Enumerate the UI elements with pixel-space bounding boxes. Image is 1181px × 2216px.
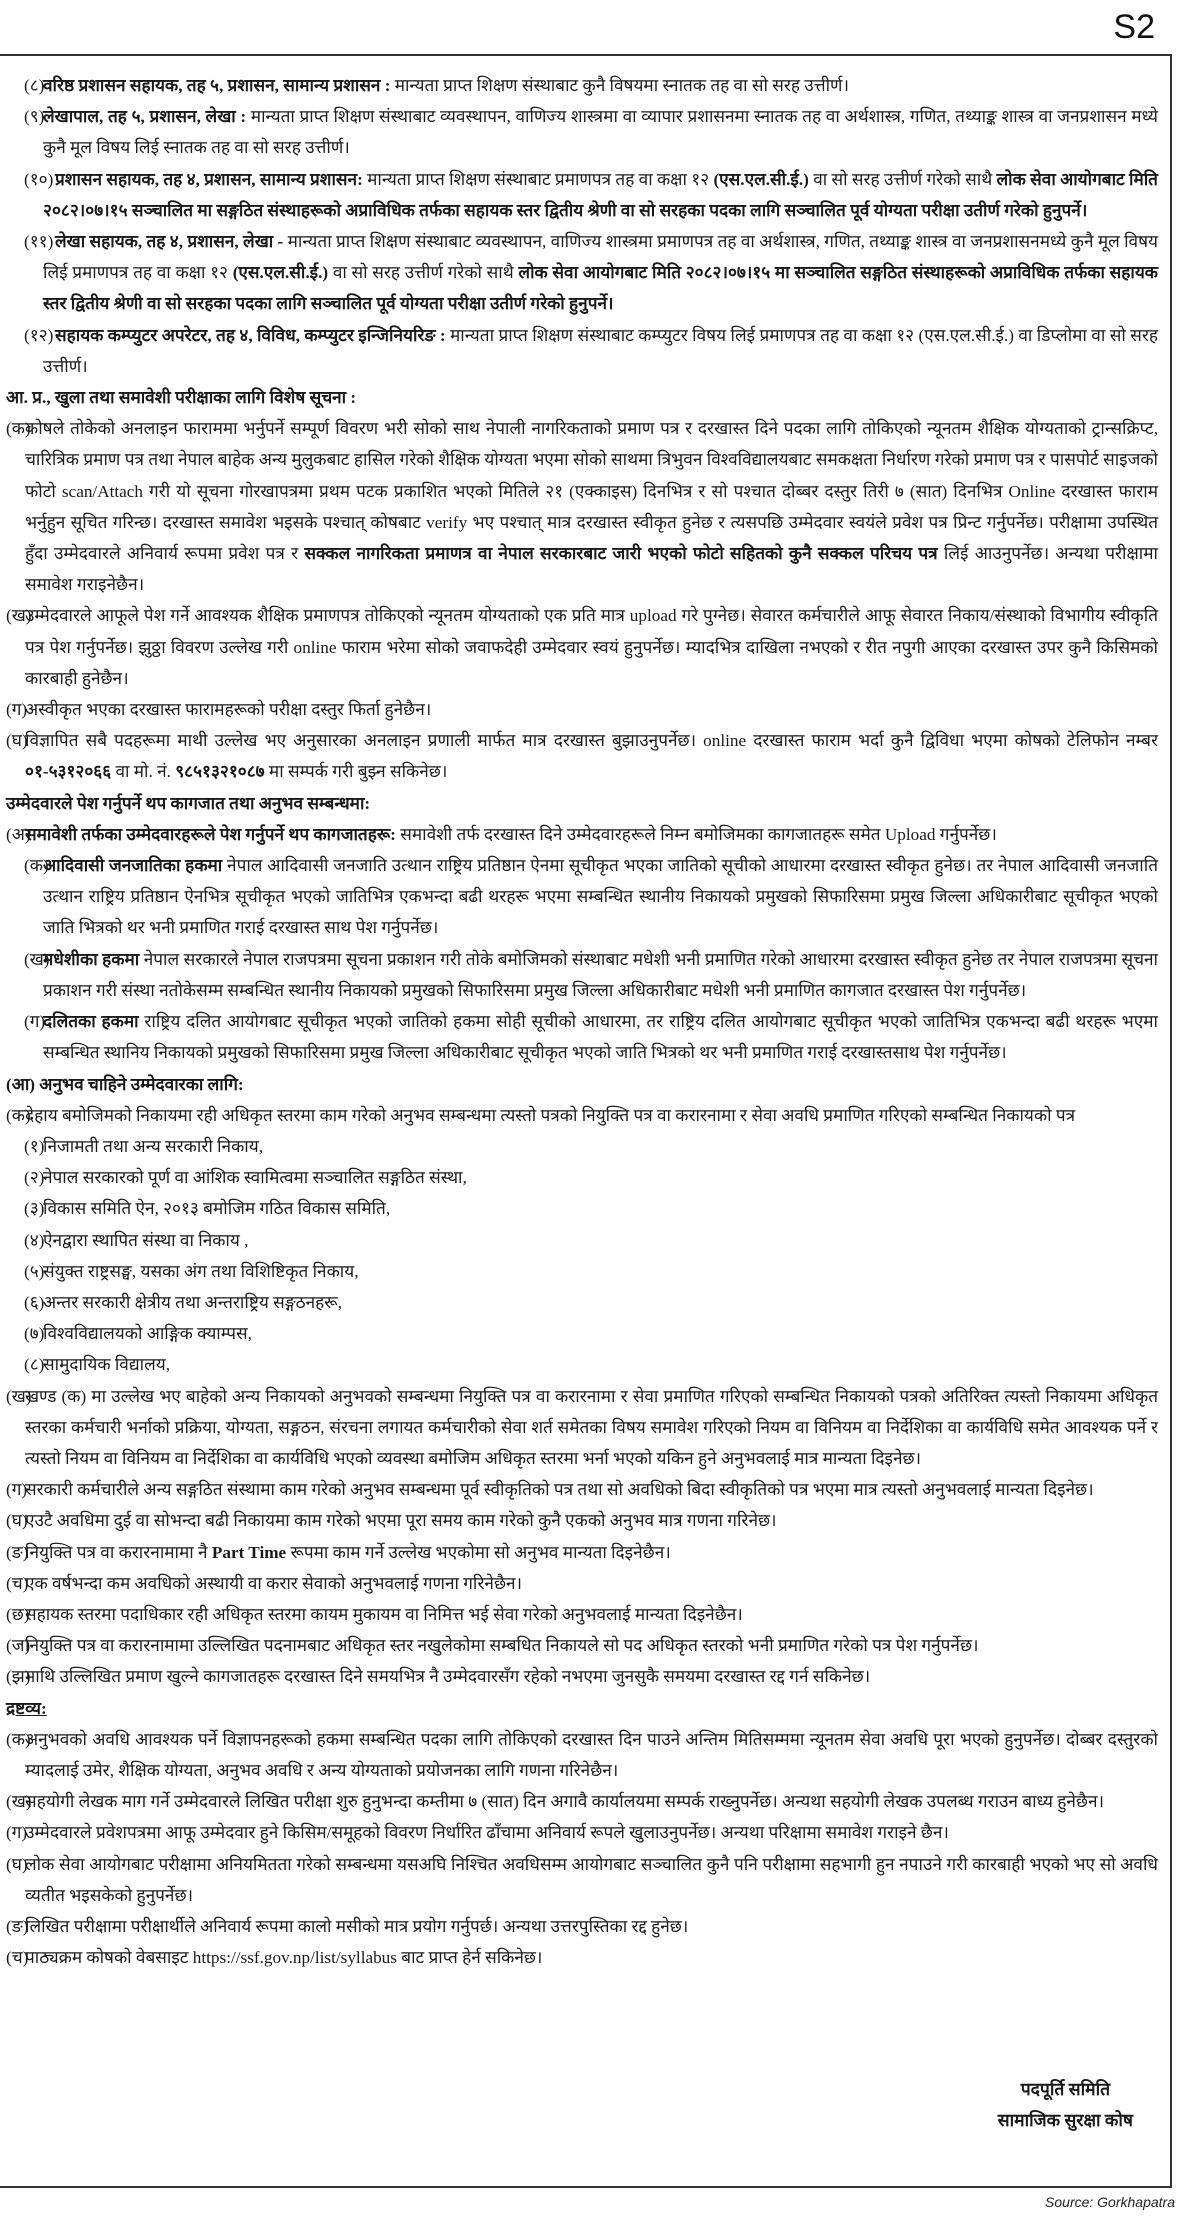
list-item-text: [43, 1168, 467, 1187]
list-item-number: (ग): [6, 700, 28, 720]
section-heading: [0, 788, 1158, 819]
text-segment: मान्यता प्राप्त शिक्षण संस्थाबाट कुनै विषयमा स्नातक तह वा सो सरह उत्तीर्ण।: [390, 76, 849, 95]
list-item-text: [43, 856, 1158, 937]
emphasized-text: (एस.एल.सी.ई.): [232, 263, 329, 283]
list-item-number: (क): [6, 419, 31, 439]
signature-block: [998, 2074, 1133, 2136]
text-segment: सामुदायिक विद्यालय,: [43, 1355, 171, 1375]
emphasized-text: प्रशासन सहायक, तह ४, प्रशासन, सामान्य प्रशासन:: [55, 169, 363, 189]
text-segment: राष्ट्रिय दलित आयोगबाट सूचीकृत भएको जातिको हकमा सोही सूचीको आधारमा, तर राष्ट्रिय दलित आयोगबाट सूचीकृत भएको जातिभित्र एकभन्दा बढी थरहरू भएमा सम्बन्धित स्थानिय निकायको प्रमुखको सिफारिसमा प्रमुख जिल्ला अधिकारीबाट सूचीकृत भएको जाति भित्रको थर भनी प्रमाणित गराई दरखास्तसाथ पेश गर्नुपर्नेछ।: [43, 1012, 1158, 1063]
list-item-text: [43, 1199, 390, 1218]
text-segment: सहयोगी लेखक माग गर्ने उम्मेदवारले लिखित परीक्षा शुरु हुनुभन्दा कम्तीमा ७ (सात) दिन अगावै कार्यालयमा सम्पर्क राख्नुपर्नेछ। अन्यथा सहयोगी लेखक उपलब्ध गराउन बाध्य हुनेछैन।: [25, 1792, 1105, 1812]
list-item: [0, 226, 1158, 320]
text-segment: वा सो सरह उत्तीर्ण गरेको साथै: [808, 169, 997, 189]
list-item-number: (१२): [24, 325, 54, 345]
list-item-number: (क): [24, 856, 49, 876]
text-segment: उम्मेदवारले प्रवेशपत्रमा आफू उम्मेदवार हुने किसिम/समूहको विवरण निर्धारित ढाँचामा अनिवार्य रूपले खुलाउनुपर्नेछ। अन्यथा परिक्षामा समावेश गराइने छैन।: [25, 1823, 949, 1843]
section-heading-text: आ. प्र., खुला तथा समावेशी परीक्षाका लागि विशेष सूचना :: [6, 388, 357, 408]
text-segment: वा मो. नं.: [111, 762, 176, 782]
page-label: S2: [1113, 8, 1155, 46]
list-item: [0, 1599, 1158, 1630]
section-heading: [0, 1693, 1158, 1724]
list-item: [0, 1006, 1158, 1068]
list-item-text: [25, 1792, 1104, 1811]
text-segment: पाठ्यक्रम कोषको वेबसाइट https://ssf.gov.np/list/syllabus बाट प्राप्त हेर्न सकिनेछ।: [25, 1948, 543, 1968]
text-segment: माथि उल्लिखित प्रमाण खुल्ने कागजातहरू दरखास्त दिने समयभित्र नै उम्मेदवारसँग रहेको नभएमा जुनसुकै समयमा दरखास्त रद्द गर्न सकिनेछ।: [25, 1667, 871, 1687]
list-item-text: [43, 950, 1158, 1000]
list-item: [0, 725, 1158, 787]
list-item-text: [25, 1823, 949, 1842]
list-item-text: [43, 1293, 342, 1312]
text-segment: वा सो सरह उत्तीर्ण गरेको साथै: [328, 263, 519, 283]
text-segment: खण्ड (क) मा उल्लेख भए बाहेको अन्य निकायको अनुभवको सम्बन्धमा नियुक्ति पत्र वा करारनामा र सेवा प्रमाणित गरिएको सम्बन्धित निकायको पत्रको अतिरिक्त त्यस्तो निकायमा अधिकृत स्तरका कर्मचारी भर्नाको प्रक्रिया, योग्यता, सङ्गठन, संरचना लगायत कर्मचारीको सेवा शर्त समेतका विषय समावेश गरिएको नियम वा विनियम वा निर्देशिका वा कार्यविधि समेत आवश्यक पर्ने र त्यस्तो नियम वा विनियम वा निर्देशिका वा कार्यविधि भएको व्यवस्था बमोजिम अधिकृत स्तरमा भर्ना भएको यकिन हुने अनुभवलाई मात्र मान्यता दिइनेछ।: [25, 1386, 1158, 1468]
text-segment: अनुभवको अवधि आवश्यक पर्ने विज्ञापनहरूको हकमा सम्बन्धित पदका लागि तोकिएको दरखास्त दिन पाउने अन्तिम मितिसम्ममा न्यूनतम सेवा अवधि पूरा भएको हुनुपर्नेछ। दोब्बर दस्तुरको म्यादलाई उमेर, शैक्षिक योग्यता, अनुभव अवधि र अन्य योग्यताको प्रयोजनका लागि गणना गरिनेछैन।: [25, 1729, 1158, 1780]
list-item-text: [25, 825, 997, 844]
source-credit: Source: Gorkhapatra: [1045, 2194, 1175, 2210]
list-item-text: [25, 1917, 688, 1936]
list-item-text: [25, 1543, 671, 1562]
notice-body: [0, 70, 1158, 1973]
text-segment: नेपाल सरकारले नेपाल राजपत्रमा सूचना प्रकाशन गरी तोके बमोजिमको संस्थाबाट मधेशी भनी प्रमाणित गरेको आधारमा दरखास्त स्वीकृत हुनेछ तर नेपाल राजपत्रमा सूचना प्रकाशन गरी संस्था नतोकेसम्म सम्बन्धित स्थानीय निकायको प्रमुखको सिफारिसमा प्रमुख जिल्ला अधिकारीबाट मधेशी भनी प्रमाणित कागजात दरखास्त पेश गर्नुपर्नेछ।: [43, 949, 1158, 1000]
list-item-text: [25, 1636, 979, 1655]
list-item: [0, 1381, 1158, 1475]
text-segment: लिई आउनुपर्नेछ। अन्यथा परीक्षामा समावेश गराइनेछैन।: [25, 544, 1158, 595]
list-item: [0, 164, 1158, 226]
text-segment: ऐनद्वारा स्थापित संस्था वा निकाय ,: [43, 1230, 249, 1250]
list-item-number: (क): [6, 1729, 31, 1749]
list-item: [0, 850, 1158, 944]
emphasized-text: सहायक कम्प्युटर अपरेटर, तह ४, विविध, कम्प्युटर इन्जिनियरिङ :: [55, 325, 446, 345]
emphasized-text: ९८५१३२१०८७: [175, 762, 265, 782]
list-item-number: (च): [6, 1948, 29, 1968]
list-item: [0, 1568, 1158, 1599]
list-item-number: (घ): [6, 1511, 28, 1531]
list-item: [0, 819, 1158, 850]
list-item-number: (९): [24, 107, 45, 127]
text-segment: नियुक्ति पत्र वा करारनामामा नै: [25, 1542, 212, 1562]
list-item-number: (६): [24, 1292, 45, 1312]
text-segment: निजामती तथा अन्य सरकारी निकाय,: [43, 1136, 264, 1156]
list-item-text: [25, 1106, 1075, 1125]
list-item-number: (१०): [24, 169, 54, 189]
text-segment: नेपाल आदिवासी जनजाति उत्थान राष्ट्रिय प्रतिष्ठान ऐनमा सूचीकृत भएका जातिको सूचीको आधारमा दरखास्त स्वीकृत हुनेछ। तर नेपाल आदिवासी जनजाति उत्थान राष्ट्रिय प्रतिष्ठान ऐनभित्र सूचीकृत भएको जातिभित्र एकभन्दा बढी थरहरू भएमा सम्बन्धित स्थानीय निकायको प्रमुखको सिफारिसमा प्रमुख जिल्ला अधिकारीबाट सूचीकृत भएको जाति भित्रको थर भनी प्रमाणित गराई दरखास्त साथ पेश गर्नुपर्नेछ।: [43, 856, 1158, 938]
list-item-text: [25, 1855, 1158, 1905]
list-item-text: [43, 1262, 359, 1281]
text-segment: मान्यता प्राप्त शिक्षण संस्थाबाट व्यवस्थापन, वाणिज्य शास्त्रमा प्रमाणपत्र तह वा अर्थशास्त्र, गणित, तथ्याङ्क शास्त्र वा जनप्रशासनमध्ये कुनै मूल विषय लिई प्रमाणपत्र तह वा कक्षा १२: [43, 232, 1159, 283]
text-segment: संयुक्त राष्ट्रसङ्घ, यसका अंग तथा विशिष्टिकृत निकाय,: [43, 1261, 359, 1281]
text-segment: मान्यता प्राप्त शिक्षण संस्थाबाट कम्प्युटर विषय लिई प्रमाणपत्र तह वा कक्षा १२ (एस.एल.सी.ई.) वा डिप्लोमा वा सो सरह उत्तीर्ण।: [43, 325, 1158, 376]
list-item-text: [43, 232, 1158, 313]
list-item-text: [25, 1511, 777, 1530]
list-item: [0, 1318, 1158, 1349]
list-item-number: (ज): [6, 1636, 31, 1656]
list-item-text: [25, 1605, 743, 1624]
list-item-text: [43, 1137, 263, 1156]
list-item-number: (छ): [6, 1604, 30, 1624]
text-segment: देहाय बमोजिमको निकायमा रही अधिकृत स्तरमा काम गरेको अनुभव सम्बन्धमा त्यस्तो पत्रको नियुक्ति पत्र वा करारनामा र सेवा अवधि प्रमाणित गरिएको सम्बन्धित निकायको पत्र: [25, 1105, 1076, 1125]
text-segment: नेपाल सरकारको पूर्ण वा आंशिक स्वामित्वमा सञ्चालित सङ्गठित संस्था,: [43, 1168, 467, 1188]
emphasized-text: मधेशीका हकमा: [43, 949, 140, 969]
list-item-number: (घ): [6, 1854, 28, 1874]
list-item-text: [43, 1012, 1158, 1062]
list-item: [0, 1287, 1158, 1318]
list-item-number: (२): [24, 1168, 45, 1188]
list-item: [0, 1911, 1158, 1942]
text-segment: विज्ञापित सबै पदहरूमा माथी उल्लेख भए अनुसारका अनलाइन प्रणाली मार्फत मात्र दरखास्त बुझाउनुपर्नेछ। online दरखास्त फाराम भर्दा कुनै द्विविधा भएमा कोषको टेलिफोन नम्बर: [25, 731, 1158, 751]
section-heading: [0, 1069, 1158, 1100]
list-item-number: (८): [24, 1355, 45, 1375]
list-item: [0, 1474, 1158, 1505]
list-item-text: [25, 1574, 522, 1593]
list-item-text: [25, 731, 1158, 781]
emphasized-text: वरिष्ठ प्रशासन सहायक, तह ५, प्रशासन, सामान्य प्रशासन :: [43, 76, 391, 95]
section-heading-text: उम्मेदवारले पेश गर्नुपर्ने थप कागजात तथा अनुभव सम्बन्धमा:: [6, 793, 371, 813]
text-segment: लिखित परीक्षामा परीक्षार्थीले अनिवार्य रूपमा कालो मसीको मात्र प्रयोग गर्नुपर्छ। अन्यथा उत्तरपुस्तिका रद्द हुनेछ।: [25, 1916, 689, 1936]
list-item: [0, 1162, 1158, 1193]
list-item-text: [43, 1324, 252, 1343]
list-item: [0, 1786, 1158, 1817]
emphasized-text: लेखापाल, तह ५, प्रशासन, लेखा :: [43, 107, 247, 127]
list-item: [0, 1100, 1158, 1131]
list-item-number: (३): [24, 1199, 45, 1219]
list-item: [0, 70, 1158, 101]
emphasized-text: ०१-५३१२०६६: [25, 762, 112, 782]
list-item-number: (८): [24, 76, 45, 95]
list-item-text: [43, 107, 1158, 157]
text-segment: मान्यता प्राप्त शिक्षण संस्थाबाट व्यवस्थापन, वाणिज्य शास्त्रमा वा व्यापार प्रशासनमा स्नातक तह वा अर्थशास्त्र, गणित, तथ्याङ्क शास्त्र वा जनप्रशासन मध्ये कुनै मूल विषय लिई स्नातक तह वा सो सरह उत्तीर्ण।: [43, 107, 1159, 158]
list-item-text: [25, 700, 431, 719]
list-item: [0, 694, 1158, 725]
list-item-text: [43, 76, 849, 95]
list-item: [0, 944, 1158, 1006]
list-item-number: (ग): [24, 1012, 46, 1032]
list-item: [0, 1849, 1158, 1911]
text-segment: उम्मेदवारले आफूले पेश गर्ने आवश्यक शैक्षिक प्रमाणपत्र तोकिएको न्यूनतम योग्यताको एक प्रति मात्र upload गरे पुग्नेछ। सेवारत कर्मचारीले आफू सेवारत निकाय/संस्थाको विभागीय स्वीकृति पत्र पेश गर्नुपर्नेछ। झुठ्ठा विवरण उल्लेख गरी online फाराम भरेमा सोको जवाफदेही उम्मेदवार स्वयं हुनुपर्नेछ। म्यादभित्र दाखिला नभएको र रीत नपुगी आएका दरखास्त उपर कुनै किसिमको कारबाही हुनेछैन।: [25, 606, 1159, 688]
text-segment: विकास समिति ऐन, २०१३ बमोजिम गठित विकास समिति,: [43, 1199, 391, 1219]
list-item-text: [25, 1948, 542, 1967]
list-item: [0, 1942, 1158, 1973]
list-item-number: (७): [24, 1324, 45, 1344]
list-item: [0, 1225, 1158, 1256]
emphasized-text: लोक सेवा आयोगबाट मिति २०८२।०७।१५ सञ्चालित मा सङ्गठित संस्थाहरूको अप्राविधिक तर्फका सहायक स्तर द्वितीय श्रेणी वा सो सरहका पदका लागि सञ्चालित पूर्व योग्यता परीक्षा उतीर्ण गरेको हुनुपर्ने।: [43, 169, 1158, 220]
section-heading-text: द्रष्टव्य:: [6, 1698, 47, 1718]
list-item-number: (१): [24, 1136, 45, 1156]
text-segment: कोषले तोकेको अनलाइन फाराममा भर्नुपर्ने सम्पूर्ण विवरण भरी सोको साथ नेपाली नागरिकताको प्रमाण पत्र र दरखास्त दिने पदका लागि तोकिएको न्यूनतम शैक्षिक योग्यताको ट्रान्सक्रिप्ट, चारित्रिक प्रमाण पत्र तथा नेपाल बाहेक अन्य मुलुकबाट हासिल गरेको शैक्षिक योग्यता भएमा सोको साथमा त्रिभुवन विश्वविद्यालयबाट समकक्षता निर्धारण गरेको प्रमाण पत्र र पासपोर्ट साइजको फोटो scan/Attach गरी यो सूचना गोरखापत्रमा प्रथम पटक प्रकाशित भएको मितिले २१ (एक्काइस) दिनभित्र र सो पश्चात दोब्बर दस्तुर तिरी ७ (सात) दिनभित्र Online दरखास्त फाराम भर्नुहुन सूचित गरिन्छ। दरखास्त समावेश भइसके पश्चात् कोषबाट verify भए पश्चात् मात्र दरखास्त स्वीकृत हुनेछ र त्यसपछि उम्मेदवार स्वयंले प्रवेश पत्र प्रिन्ट गर्नुपर्नेछ। परीक्षामा उपस्थित हुँदा उम्मेदवारले अनिवार्य रूपमा प्रवेश पत्र र: [25, 419, 1158, 564]
list-item: [0, 1817, 1158, 1848]
list-item: [0, 1537, 1158, 1568]
list-item-text: [43, 326, 1158, 376]
list-item-number: (ङ): [6, 1542, 29, 1562]
emphasized-text: दलितका हकमा: [43, 1012, 139, 1032]
list-item: [0, 101, 1158, 163]
section-heading: [0, 382, 1158, 413]
list-item-number: (अ): [6, 824, 31, 844]
list-item-number: (११): [24, 232, 54, 252]
section-heading-text: (आ) अनुभव चाहिने उम्मेदवारका लागि:: [6, 1074, 244, 1094]
text-segment: समावेशी तर्फ दरखास्त दिने उम्मेदवारहरूले निम्न बमोजिमका कागजातहरू समेत Upload गर्नुपर्नेछ।: [395, 824, 997, 844]
text-segment: अन्तर सरकारी क्षेत्रीय तथा अन्तराष्ट्रिय सङ्गठनहरू,: [43, 1292, 342, 1312]
list-item: [0, 1661, 1158, 1692]
text-segment: विश्वविद्यालयको आङ्गिक क्याम्पस,: [43, 1324, 252, 1344]
list-item: [0, 1131, 1158, 1162]
text-segment: लोक सेवा आयोगबाट परीक्षामा अनियमितता गरेको सम्बन्धमा यसअघि निश्चित अवधिसम्म आयोगबाट सञ्चालित कुनै पनि परीक्षामा सहभागी हुन नपाउने गरी कारबाही भएको भए सो अवधि व्यतीत भइसकेको हुनुपर्नेछ।: [25, 1854, 1158, 1905]
list-item: [0, 1505, 1158, 1536]
emphasized-text: आदिवासी जनजातिका हकमा: [43, 856, 223, 876]
list-item-number: (च): [6, 1573, 29, 1593]
list-item-number: (ख): [24, 949, 50, 969]
text-segment: मा सम्पर्क गरी बुझ्न सकिनेछ।: [264, 762, 448, 782]
emphasized-text: लोक सेवा आयोगबाट मिति २०८२।०७।१५ मा सञ्चालित सङ्गठित संस्थाहरूको अप्राविधिक तर्फका सहायक स्तर द्वितीय श्रेणी वा सो सरहका पदका लागि सञ्चालित पूर्व योग्यता परीक्षा उतीर्ण गरेको हुनुपर्ने।: [43, 263, 1158, 314]
list-item: [0, 1724, 1158, 1786]
list-item-number: (ख): [6, 1792, 32, 1812]
list-item-number: (क): [6, 1105, 31, 1125]
list-item-text: [43, 1355, 170, 1374]
text-segment: रूपमा काम गर्ने उल्लेख भएकोमा सो अनुभव मान्यता दिइनेछैन।: [286, 1542, 671, 1562]
emphasized-text: Part Time: [211, 1542, 287, 1562]
list-item-number: (४): [24, 1230, 45, 1250]
list-item-number: (ख): [6, 606, 32, 626]
list-item-text: [43, 1231, 248, 1250]
list-item: [0, 1256, 1158, 1287]
list-item-number: (झ): [6, 1667, 31, 1687]
text-segment: नियुक्ति पत्र वा करारनामामा उल्लिखित पदनामबाट अधिकृत स्तर नखुलेकोमा सम्बधित निकायले सो पद अधिकृत स्तरको भनी प्रमाणित गरेको पत्र पेश गर्नुपर्नेछ।: [25, 1636, 979, 1656]
list-item-text: [25, 1667, 870, 1686]
signature-committee: पदपूर्ति समिति: [1020, 2079, 1111, 2099]
emphasized-text: (एस.एल.सी.ई.): [713, 169, 809, 189]
text-segment: सरकारी कर्मचारीले अन्य सङ्गठित संस्थामा काम गरेको अनुभव सम्बन्धमा पूर्व स्वीकृतिको पत्र तथा सो अवधिको बिदा स्वीकृतिको पत्र भएमा मात्र त्यस्तो अनुभवलाई मान्यता दिइनेछ।: [25, 1480, 1094, 1500]
list-item: [0, 600, 1158, 694]
list-item-text: [25, 1730, 1158, 1780]
list-item-number: (घ): [6, 731, 28, 751]
text-segment: एक वर्षभन्दा कम अवधिको अस्थायी वा करार सेवाको अनुभवलाई गणना गरिनेछैन।: [25, 1573, 523, 1593]
list-item-number: (ख): [6, 1386, 32, 1406]
text-segment: सहायक स्तरमा पदाधिकार रही अधिकृत स्तरमा कायम मुकायम वा निमित्त भई सेवा गरेको अनुभवलाई मान्यता दिइनेछैन।: [25, 1604, 743, 1624]
list-item-text: [25, 606, 1158, 687]
text-segment: अस्वीकृत भएका दरखास्त फारामहरूको परीक्षा दस्तुर फिर्ता हुनेछैन।: [25, 700, 432, 720]
text-segment: मान्यता प्राप्त शिक्षण संस्थाबाट प्रमाणपत्र तह वा कक्षा १२: [362, 169, 714, 189]
list-item-number: (५): [24, 1261, 45, 1281]
notice-frame: [0, 54, 1172, 2188]
signature-organization: सामाजिक सुरक्षा कोष: [997, 2110, 1133, 2130]
list-item-number: (ग): [6, 1480, 28, 1500]
text-segment: एउटै अवधिमा दुई वा सोभन्दा बढी निकायमा काम गरेको भएमा पूरा समय काम गरेको कुनै एकको अनुभव मात्र गणना गरिनेछ।: [25, 1511, 777, 1531]
list-item: [0, 413, 1158, 600]
emphasized-text: सक्कल नागरिकता प्रमाणत्र वा नेपाल सरकारबाट जारी भएको फोटो सहितको कुनै सक्कल परिचय पत्र: [304, 544, 938, 564]
list-item-number: (ङ): [6, 1916, 29, 1936]
list-item: [0, 320, 1158, 382]
list-item-text: [43, 170, 1158, 220]
list-item-text: [25, 1387, 1158, 1468]
list-item-text: [25, 1480, 1094, 1499]
emphasized-text: लेखा सहायक, तह ४, प्रशासन, लेखा -: [55, 232, 284, 252]
list-item-text: [25, 419, 1158, 594]
list-item: [0, 1193, 1158, 1224]
list-item: [0, 1630, 1158, 1661]
list-item: [0, 1349, 1158, 1380]
list-item-number: (ग): [6, 1823, 28, 1843]
emphasized-text: समावेशी तर्फका उम्मेदवारहरूले पेश गर्नुपर्ने थप कागजातहरू:: [25, 824, 396, 844]
